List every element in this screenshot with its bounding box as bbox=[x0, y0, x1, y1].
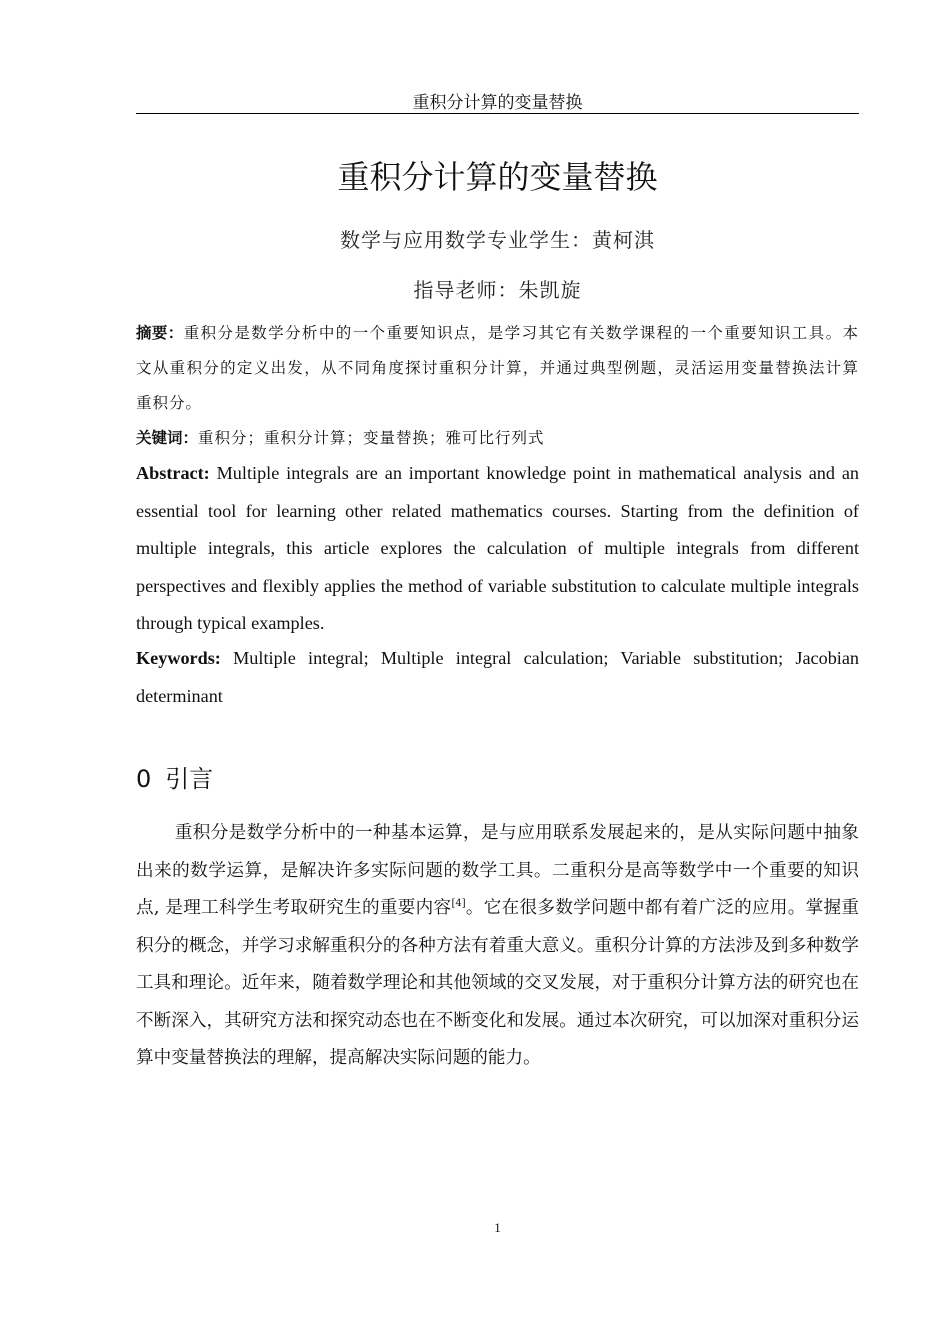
running-title: 重积分计算的变量替换 bbox=[412, 93, 583, 113]
abstract-en bbox=[136, 455, 859, 643]
running-header bbox=[136, 92, 859, 114]
keywords-cn-label: 关键词： bbox=[136, 428, 199, 447]
header-rule bbox=[136, 113, 859, 114]
section-title: 引言 bbox=[165, 765, 214, 793]
keywords-en-text: Multiple integral; Multiple integral calculation; Variable substitution; Jacobian determinant bbox=[136, 648, 860, 706]
section-heading bbox=[136, 762, 859, 796]
advisor-line: 指导老师：朱凯旋 bbox=[413, 278, 582, 302]
author-line: 数学与应用数学专业学生：黄柯淇 bbox=[340, 228, 655, 252]
abstract-en-text: Multiple integrals are an important knowledge point in mathematical analysis and an essential tool for learning other related mathematics courses. Starting from the definition of multiple integrals, this article explores the calculation of multiple integrals from different perspectives and flexibly applies the method of variable substitution to calculate multiple integrals through typical examples. bbox=[136, 463, 859, 633]
keywords-cn bbox=[136, 425, 859, 451]
abstract-cn-label: 摘要： bbox=[136, 323, 184, 342]
keywords-cn-text: 重积分；重积分计算；变量替换；雅可比行列式 bbox=[198, 429, 545, 447]
citation-ref: [4] bbox=[451, 898, 466, 910]
section-number: 0 bbox=[136, 765, 152, 793]
intro-text-part2: 。它在很多数学问题中都有着广泛的应用。掌握重积分的概念，并学习求解重积分的各种方法有着重大意义。重积分计算的方法涉及到多种数学工具和理论。近年来，随着数学理论和其他领域的交叉发展，对于重积分计算方法的研究也在不断深入，其研究方法和探究动态也在不断变化和发展。通过本次研究，可以加深对重积分运算中变量替换法的理解，提高解决实际问题的能力。 bbox=[136, 898, 859, 1068]
abstract-cn bbox=[136, 315, 859, 421]
page-number: 1 bbox=[494, 1220, 501, 1235]
paper-title: 重积分计算的变量替换 bbox=[337, 158, 658, 196]
keywords-en-label: Keywords: bbox=[136, 648, 221, 668]
intro-text-part1: 重积分是数学分析中的一种基本运算，是与应用联系发展起来的，是从实际问题中抽象出来的数学运算，是解决许多实际问题的数学工具。二重积分是高等数学中一个重要的知识点, 是理工科学生考取研究生的重要内容 bbox=[136, 823, 859, 918]
intro-paragraph bbox=[136, 815, 859, 1078]
keywords-en bbox=[136, 640, 859, 715]
abstract-cn-text: 重积分是数学分析中的一个重要知识点，是学习其它有关数学课程的一个重要知识工具。本文从重积分的定义出发，从不同角度探讨重积分计算，并通过典型例题，灵活运用变量替换法计算重积分。 bbox=[136, 324, 859, 412]
abstract-en-label: Abstract: bbox=[136, 463, 210, 483]
